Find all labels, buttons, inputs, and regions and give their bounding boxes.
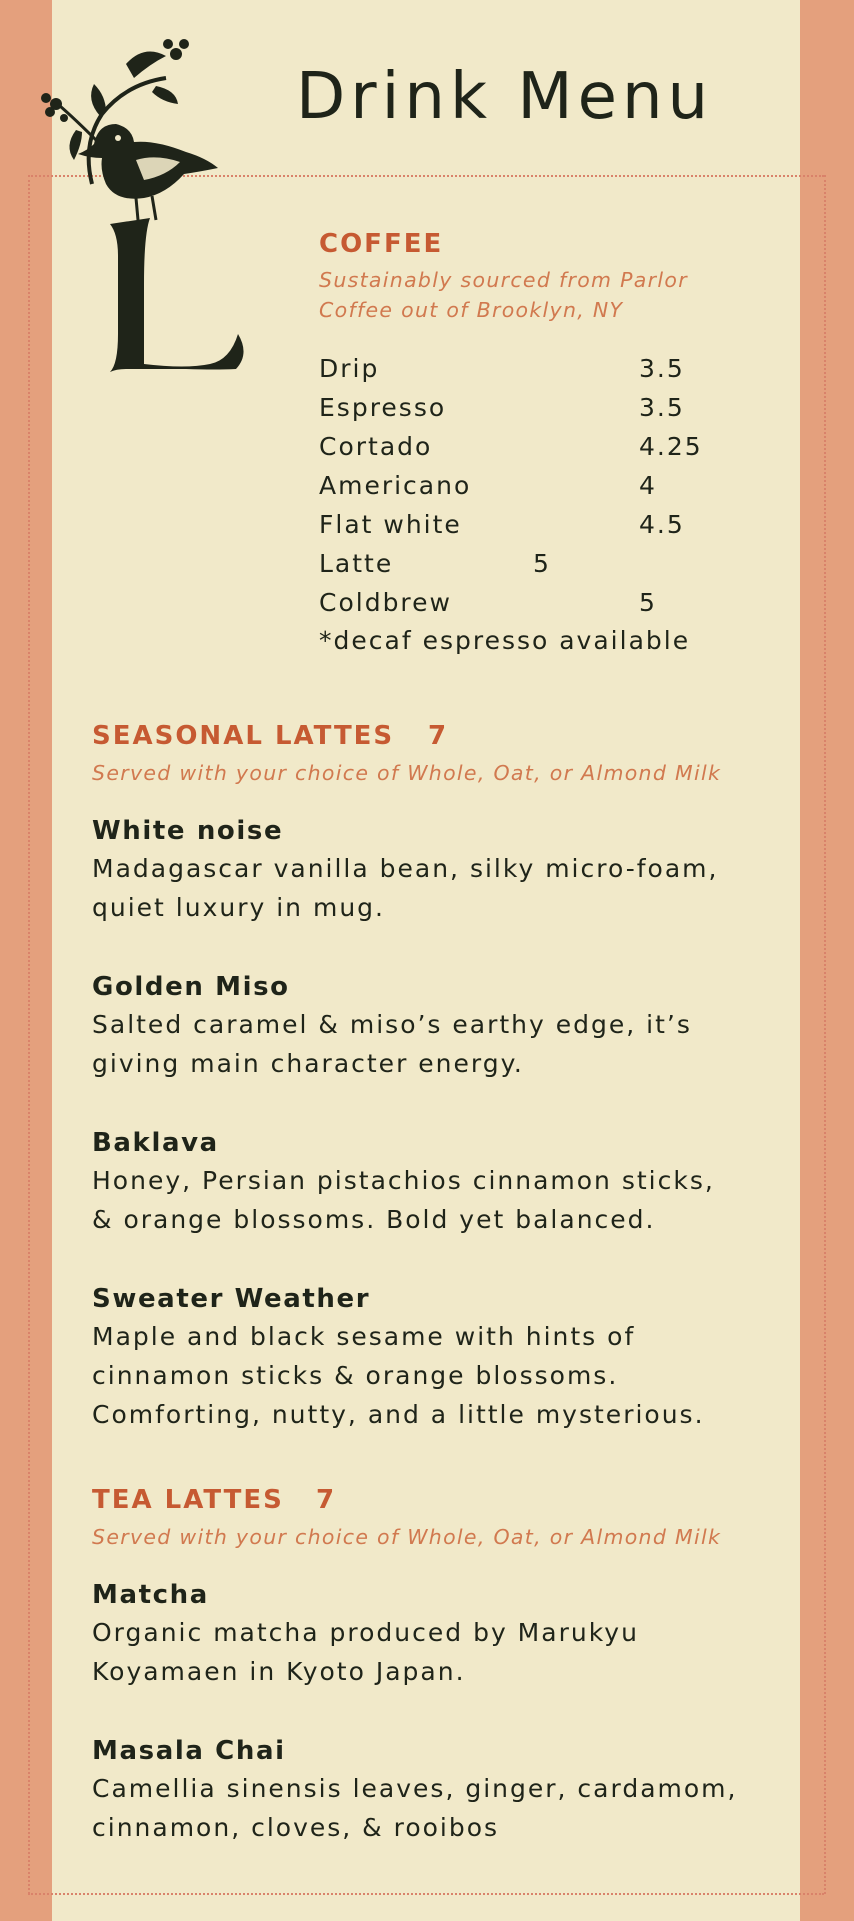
- coffee-item-price: 5: [533, 549, 551, 578]
- bird-on-letter-logo: [16, 34, 246, 378]
- dotted-border-right: [824, 175, 826, 1894]
- tea-item: [92, 1580, 792, 1691]
- tea-description: Organic matcha produced by Marukyu: [92, 1618, 639, 1647]
- coffee-item-price: 4.5: [639, 510, 685, 539]
- tea-description: Camellia sinensis leaves, ginger, cardamom,: [92, 1774, 738, 1803]
- latte-description: Madagascar vanilla bean, silky micro-foam,: [92, 854, 719, 883]
- latte-description: Honey, Persian pistachios cinnamon sticks,: [92, 1166, 715, 1195]
- latte-item: [92, 1128, 792, 1239]
- latte-name: Sweater Weather: [92, 1284, 371, 1314]
- latte-description: cinnamon sticks & orange blossoms.: [92, 1361, 619, 1390]
- latte-item: [92, 1284, 792, 1434]
- coffee-item-name: Americano: [319, 471, 472, 500]
- latte-description: Salted caramel & miso’s earthy edge, it’s: [92, 1010, 692, 1039]
- coffee-item-name: Espresso: [319, 393, 447, 422]
- coffee-heading: COFFEE: [319, 229, 444, 259]
- coffee-item-name: Drip: [319, 354, 380, 383]
- coffee-item-price: 3.5: [639, 354, 685, 383]
- latte-description: giving main character energy.: [92, 1049, 524, 1078]
- latte-name: Baklava: [92, 1128, 219, 1158]
- coffee-item-price: 4.25: [639, 432, 703, 461]
- menu-title: Drink Menu: [296, 60, 714, 134]
- coffee-item-price: 5: [639, 588, 657, 617]
- latte-name: White noise: [92, 816, 284, 846]
- coffee-subtitle-line2: Coffee out of Brooklyn, NY: [319, 298, 624, 322]
- tea-description: cinnamon, cloves, & rooibos: [92, 1813, 500, 1842]
- latte-item: [92, 972, 792, 1083]
- seasonal-heading: SEASONAL LATTES: [92, 721, 395, 751]
- coffee-subtitle-line1: Sustainably sourced from Parlor: [319, 268, 688, 292]
- dotted-border-left: [28, 175, 30, 1894]
- latte-description: Maple and black sesame with hints of: [92, 1322, 636, 1351]
- tea-name: Masala Chai: [92, 1736, 286, 1766]
- coffee-item-price: 4: [639, 471, 657, 500]
- coffee-item-name: Cortado: [319, 432, 433, 461]
- tea-item: [92, 1736, 792, 1847]
- seasonal-subtitle: Served with your choice of Whole, Oat, or Almond Milk: [92, 761, 722, 785]
- tea-price: 7: [316, 1485, 337, 1515]
- coffee-item-name: Coldbrew: [319, 588, 452, 617]
- dotted-border-bottom: [28, 1893, 824, 1895]
- latte-description: Comforting, nutty, and a little mysterious.: [92, 1400, 705, 1429]
- tea-description: Koyamaen in Kyoto Japan.: [92, 1657, 466, 1686]
- latte-description: & orange blossoms. Bold yet balanced.: [92, 1205, 656, 1234]
- coffee-item-price: 3.5: [639, 393, 685, 422]
- latte-description: quiet luxury in mug.: [92, 893, 385, 922]
- coffee-item-name: Latte: [319, 549, 394, 578]
- latte-item: [92, 816, 792, 927]
- seasonal-price: 7: [428, 721, 449, 751]
- coffee-item-name: Flat white: [319, 510, 462, 539]
- tea-heading: TEA LATTES: [92, 1485, 284, 1515]
- tea-name: Matcha: [92, 1580, 209, 1610]
- latte-name: Golden Miso: [92, 972, 290, 1002]
- tea-subtitle: Served with your choice of Whole, Oat, or Almond Milk: [92, 1525, 722, 1549]
- decaf-note: *decaf espresso available: [319, 626, 691, 655]
